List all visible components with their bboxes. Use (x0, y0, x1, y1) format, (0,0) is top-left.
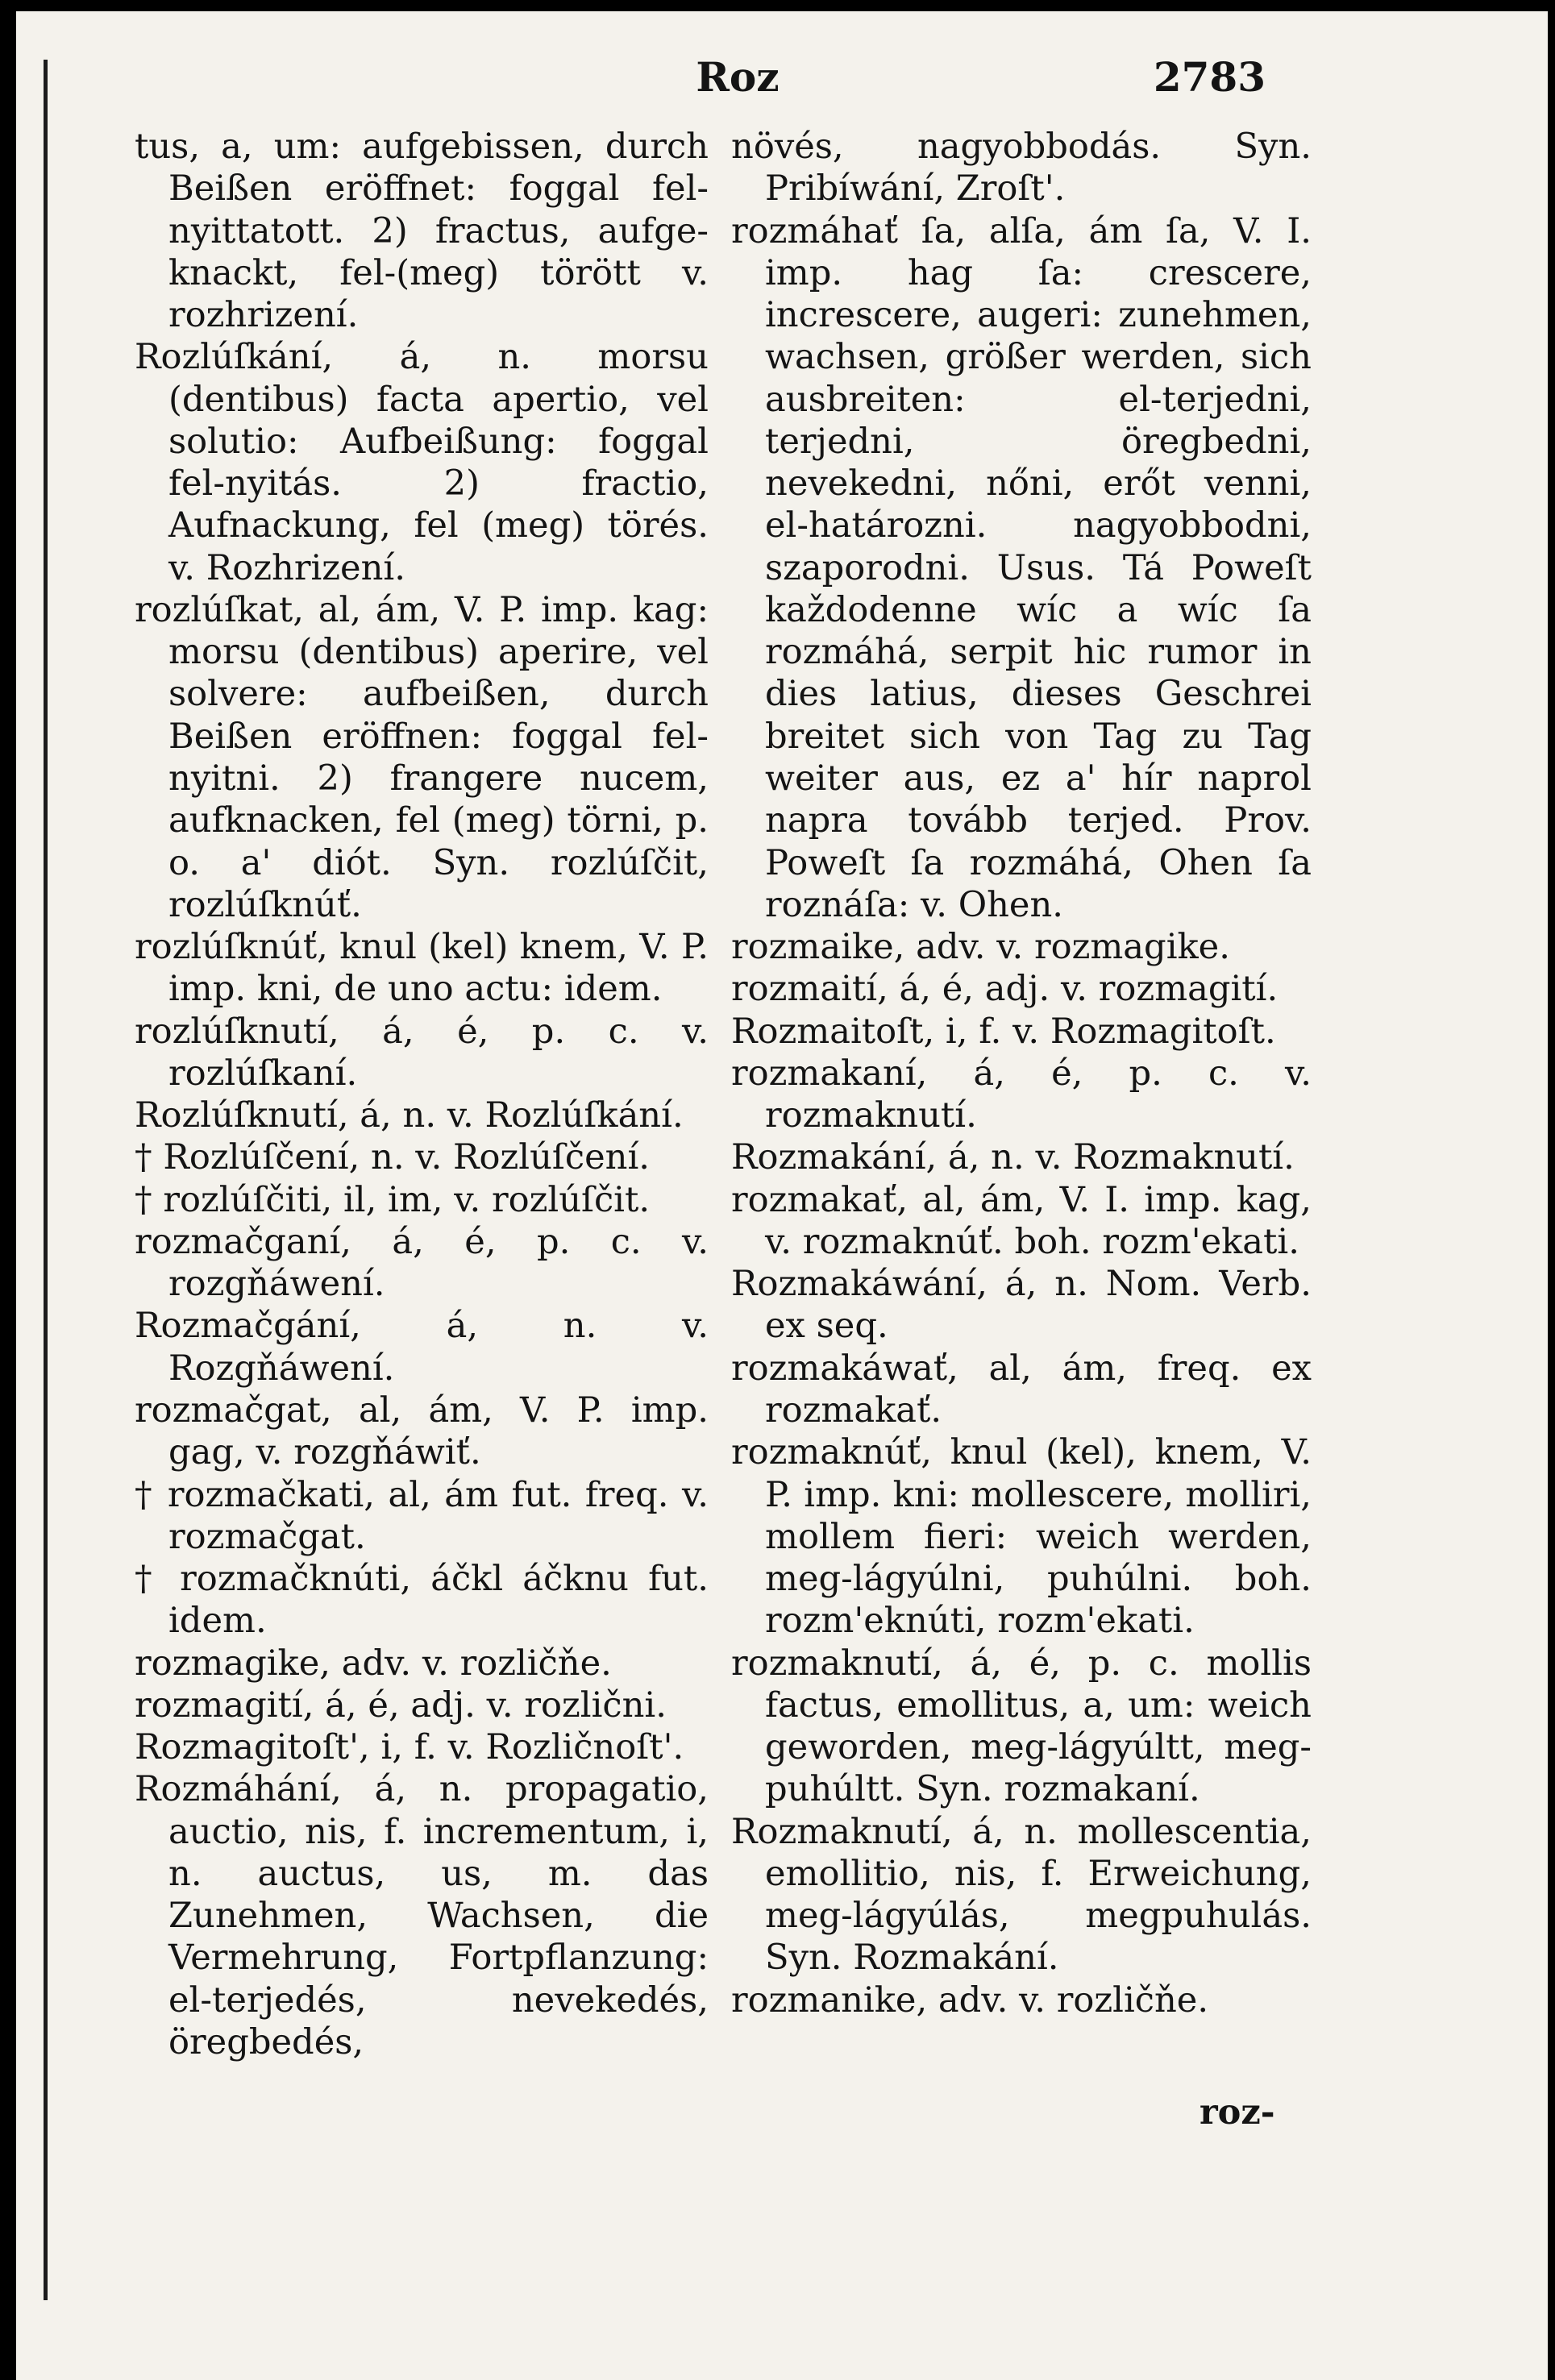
right-column (731, 126, 1312, 2021)
dictionary-entry: † rozmačknúti, áčkl áčknu fut. idem. (135, 1559, 709, 1642)
catchword: roz- (1200, 2092, 1275, 2133)
dictionary-entry: rozmagike, adv. v. rozličňe. (135, 1643, 612, 1684)
dictionary-entry: rozmaití, á, é, adj. v. rozmagití. (731, 969, 1279, 1010)
dictionary-entry: Rozmakání, á, n. v. Rozmaknutí. (731, 1137, 1295, 1178)
dictionary-entry: Rozmaitoſt, i, f. v. Rozmagitoſt. (731, 1011, 1276, 1052)
dictionary-entry: rozmáhať ſa, alſa, ám ſa, V. I. imp. hag ſa: crescere, increscere, augeri: zunehmen, wachsen, größer werden, sich ausbreiten: el-terjedni, terjedni, öregbedni, nevekedni, nőni, erőt venni, el-határozni. nagyobbodni, szaporodni. Usus. Tá Poweſt každodenne wíc a wíc ſa rozmáhá, serpit hic rumor in dies latius, dieses Geschrei breitet sich von Tag zu Tag weiter aus, ez a' hír naprol napra tovább terjed. Prov. Poweſt ſa rozmáhá, Ohen ſa roznáſa: v. Ohen. (731, 210, 1312, 925)
dictionary-entry: † rozmačkati, al, ám fut. freq. v. rozmačgat. (135, 1474, 709, 1557)
dictionary-page (16, 11, 1548, 2380)
left-column (135, 126, 709, 2063)
dictionary-entry: Rozlúſkání, á, n. morsu (dentibus) facta apertio, vel solutio: Aufbeißung: foggal fel-nyitás. 2) fractio, Aufnackung, fel (meg) törés. v. Rozhrizení. (135, 337, 709, 588)
dictionary-entry: Rozlúſknutí, á, n. v. Rozlúſkání. (135, 1095, 684, 1136)
page-number: 2783 (1153, 53, 1266, 101)
dictionary-entry: növés, nagyobbodás. Syn. Pribíwání, Zroſt'. (731, 127, 1312, 210)
dictionary-entry: Rozmaknutí, á, n. mollescentia, emollitio, nis, f. Erweichung, meg-lágyúlás, megpuhulás. Syn. Rozmakání. (731, 1811, 1312, 1979)
dictionary-entry: † Rozlúſčení, n. v. Rozlúſčení. (135, 1137, 651, 1178)
dictionary-entry: rozmačgat, al, ám, V. P. imp. gag, v. rozgňáwiť. (135, 1389, 709, 1473)
dictionary-entry: rozlúſknutí, á, é, p. c. v. rozlúſkaní. (135, 1011, 709, 1094)
dictionary-entry: Rozmagitoſt', i, f. v. Rozličnoſt'. (135, 1727, 684, 1768)
dictionary-entry: rozlúſknúť, knul (kel) knem, V. P. imp. kni, de uno actu: idem. (135, 927, 709, 1010)
dictionary-entry: rozmačganí, á, é, p. c. v. rozgňáwení. (135, 1221, 709, 1305)
dictionary-entry: rozmakaní, á, é, p. c. v. rozmaknutí. (731, 1053, 1312, 1136)
dictionary-entry: † rozlúſčiti, il, im, v. rozlúſčit. (135, 1179, 651, 1220)
dictionary-entry: rozmaike, adv. v. rozmagike. (731, 927, 1230, 968)
dictionary-entry: rozmakáwať, al, ám, freq. ex rozmakať. (731, 1348, 1312, 1431)
dictionary-entry: rozmagití, á, é, adj. v. rozlični. (135, 1684, 667, 1726)
dictionary-entry: Rozmáhání, á, n. propagatio, auctio, nis, f. incrementum, i, n. auctus, us, m. das Zunehmen, Wachsen, die Vermehrung, Fortpflanzung: el-terjedés, nevekedés, öregbedés, (135, 1769, 709, 2062)
dictionary-entry: Rozmakáwání, á, n. Nom. Verb. ex seq. (731, 1264, 1312, 1347)
dictionary-entry: rozmaknúť, knul (kel), knem, V. P. imp. kni: mollescere, molliri, mollem fieri: weich werden, meg-lágyúlni, puhúlni. boh. rozm'eknúti, rozm'ekati. (731, 1432, 1312, 1642)
dictionary-entry: rozmaknutí, á, é, p. c. mollis factus, emollitus, a, um: weich geworden, meg-lágyúltt, meg-puhúltt. Syn. rozmakaní. (731, 1643, 1312, 1810)
dictionary-entry: rozlúſkat, al, ám, V. P. imp. kag: morsu (dentibus) aperire, vel solvere: aufbeißen, durch Beißen eröffnen: foggal fel-nyitni. 2) frangere nucem, aufknacken, fel (meg) törni, p. o. a' diót. Syn. rozlúſčit, rozlúſknúť. (135, 589, 709, 925)
dictionary-entry: tus, a, um: aufgebissen, durch Beißen eröffnet: foggal fel-nyittatott. 2) fractus, aufge-knackt, fel-(meg) törött v. rozhrizení. (135, 127, 709, 336)
dictionary-entry: rozmakať, al, ám, V. I. imp. kag, v. rozmaknúť. boh. rozm'ekati. (731, 1179, 1312, 1262)
page-spine-shadow (44, 60, 48, 2300)
dictionary-entry: Rozmačgání, á, n. v. Rozgňáwení. (135, 1306, 709, 1389)
dictionary-entry: rozmanike, adv. v. rozličňe. (731, 1979, 1209, 2021)
running-head: Roz (696, 53, 780, 101)
